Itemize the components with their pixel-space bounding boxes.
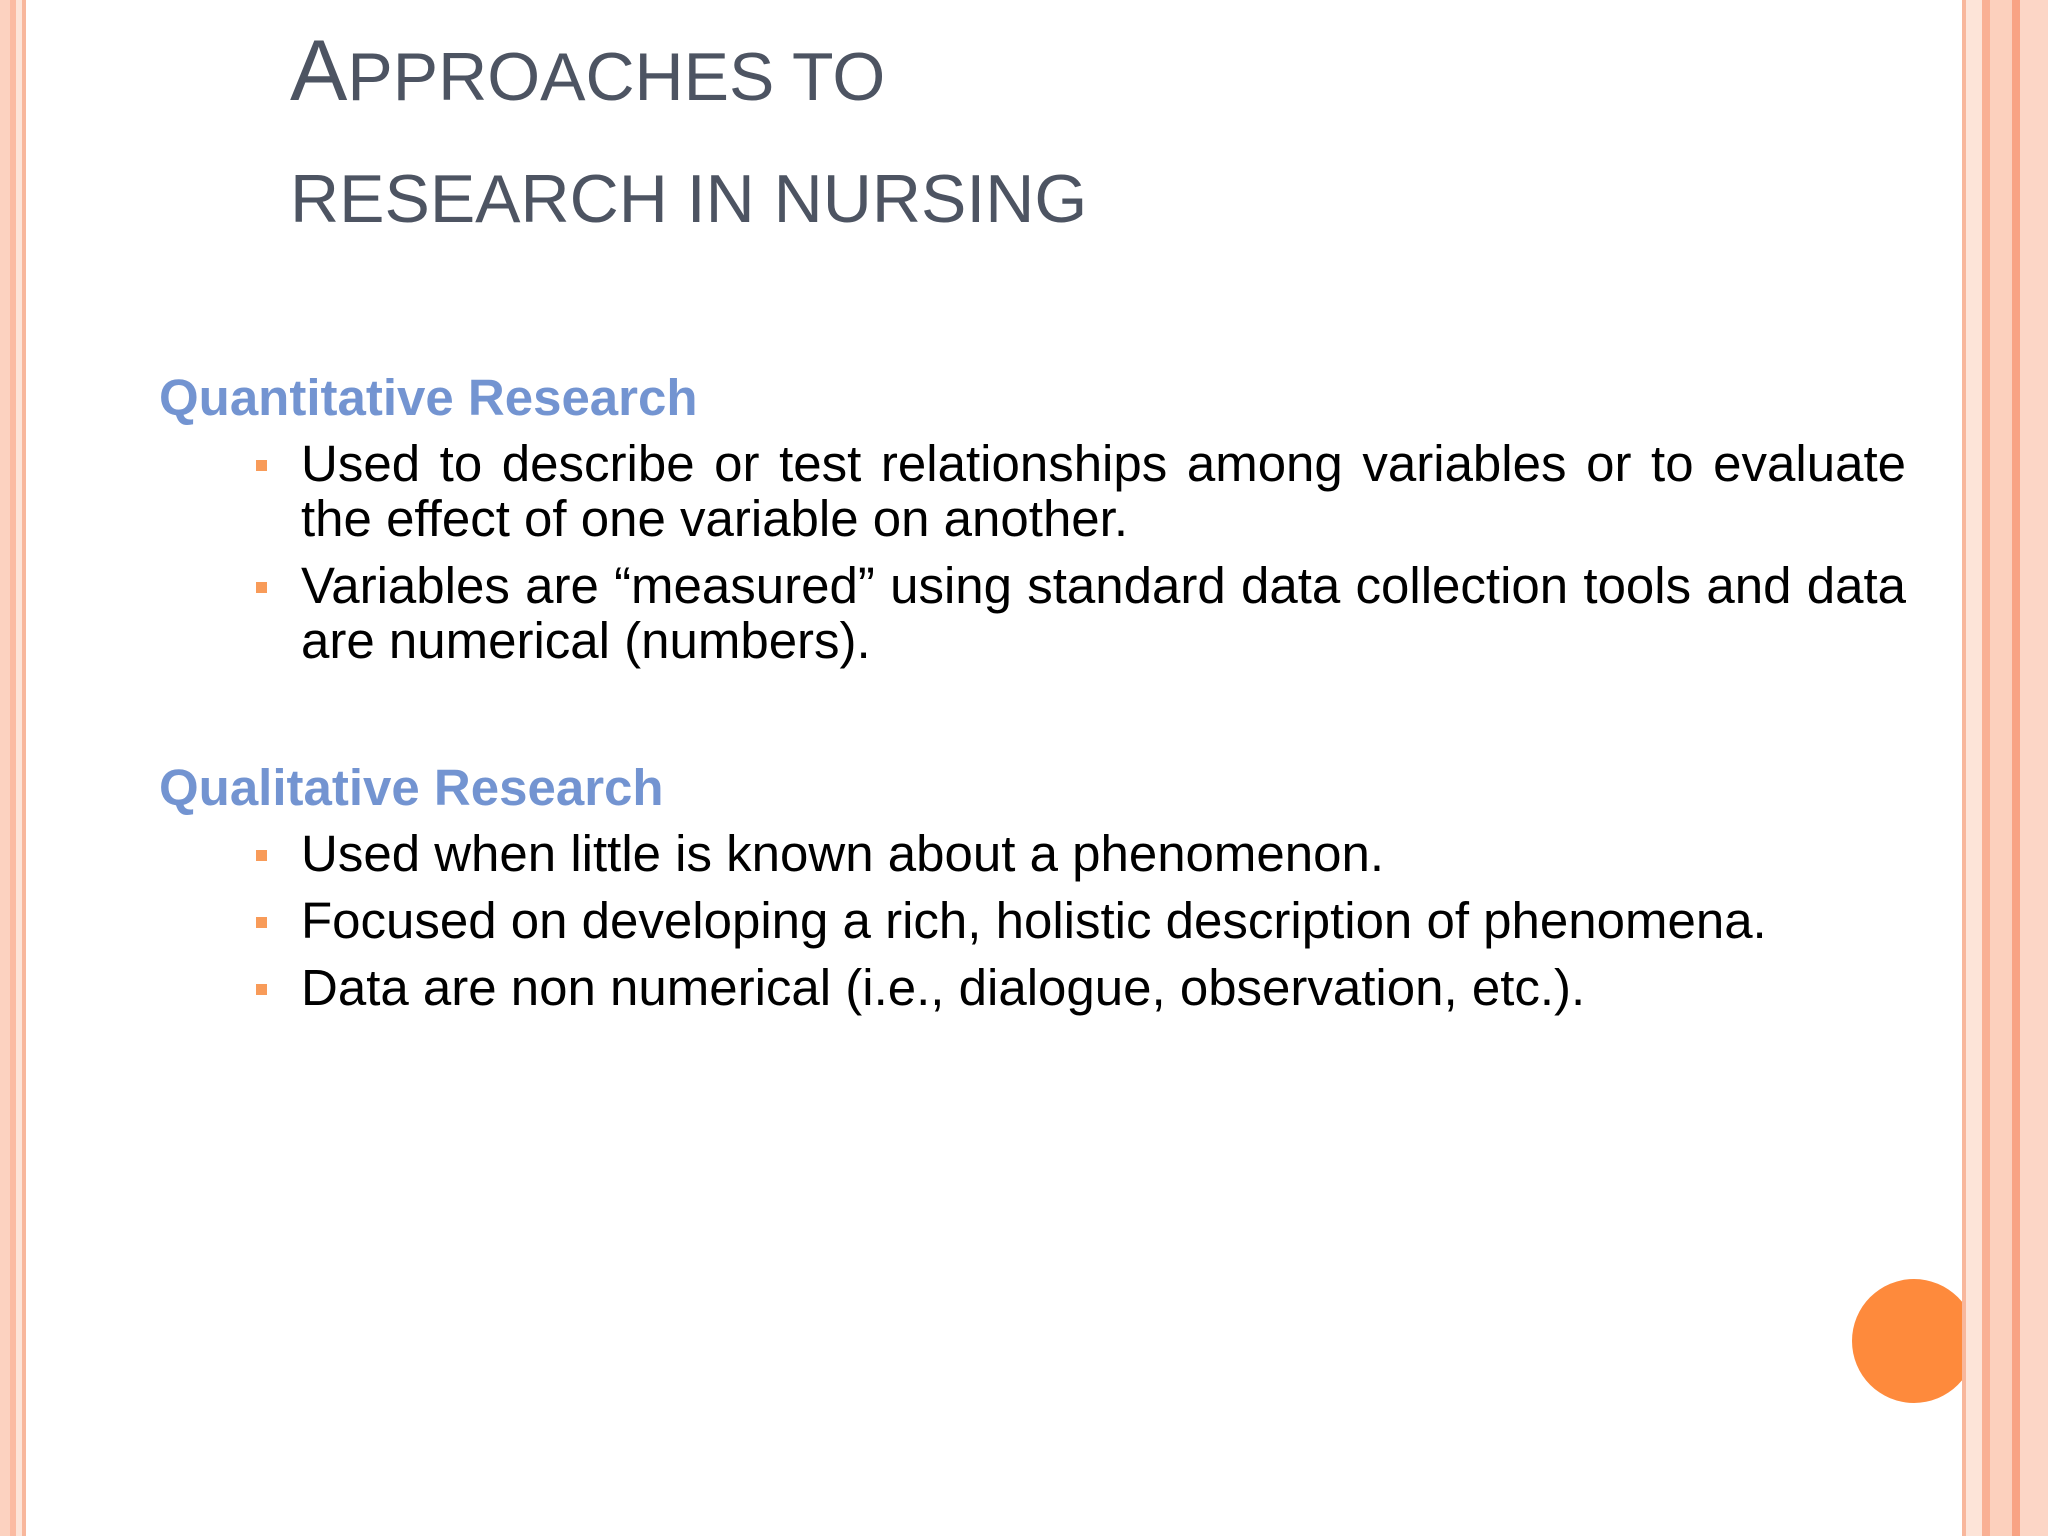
bullet-text: Used when little is known about a phenomenon. — [301, 825, 1385, 882]
bullet-list-quantitative — [256, 436, 1906, 680]
square-bullet-icon — [256, 850, 267, 861]
bullet-text: Variables are “measured” using standard data collection tools and data are numerical (numbers). — [301, 557, 1906, 669]
right-border-stripe — [2012, 0, 2020, 1536]
right-border-stripe — [1982, 0, 1990, 1536]
right-border-stripe — [1966, 0, 1982, 1536]
slide-title — [290, 23, 1088, 237]
bullet-text: Data are non numerical (i.e., dialogue, observation, etc.). — [301, 959, 1586, 1016]
orange-circle-icon — [1852, 1279, 1976, 1403]
bullet-item — [256, 436, 1906, 546]
title-line-1-rest: PPROACHES TO — [347, 39, 886, 115]
right-border-stripe — [2020, 0, 2048, 1536]
bullet-text: Used to describe or test relationships among variables or to evaluate the effect of one variable on another. — [301, 435, 1906, 547]
title-initial: A — [290, 23, 348, 119]
bullet-item — [256, 558, 1906, 668]
bullet-list-qualitative — [256, 826, 1906, 1027]
bullet-text: Focused on developing a rich, holistic description of phenomena. — [301, 892, 1767, 949]
bullet-item — [256, 893, 1906, 948]
slide — [26, 0, 1962, 1536]
square-bullet-icon — [256, 984, 267, 995]
left-border-stripe — [0, 0, 10, 1536]
title-line-1 — [290, 23, 1087, 119]
title-line-2: RESEARCH IN NURSING — [290, 161, 1088, 237]
bullet-item — [256, 960, 1906, 1015]
square-bullet-icon — [256, 460, 267, 471]
square-bullet-icon — [256, 917, 267, 928]
section-heading-quantitative: Quantitative Research — [159, 369, 698, 426]
square-bullet-icon — [256, 582, 267, 593]
right-border-stripe — [1990, 0, 2012, 1536]
section-heading-qualitative: Qualitative Research — [159, 759, 664, 816]
bullet-item — [256, 826, 1906, 881]
